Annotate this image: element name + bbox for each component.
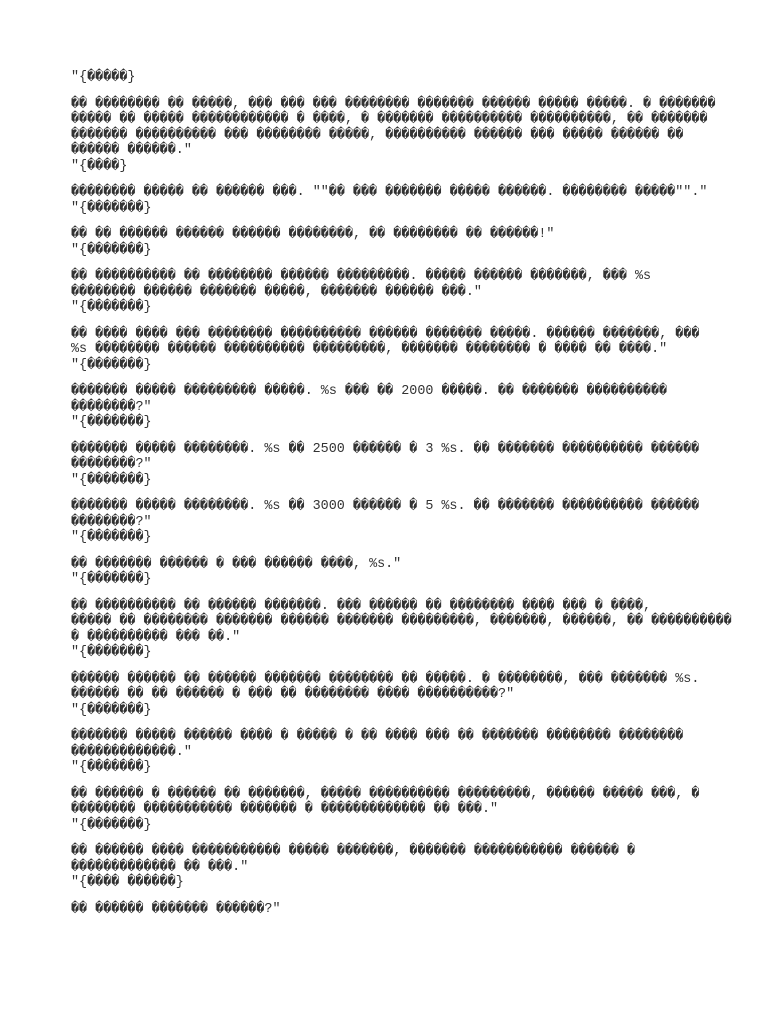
text-line: "{���� ������} (71, 875, 184, 890)
paragraph-gap (71, 546, 711, 557)
text-line: ������������� �� ���." (71, 859, 249, 875)
text-line: "{�������} (71, 242, 152, 258)
document-body (71, 70, 732, 917)
paragraph-gap (71, 833, 711, 844)
text-line: ������� ����� ��������� �����. %s ��� �� 2000 �����. �� ������� ���������� (71, 384, 668, 399)
text-line: �� ���������� �� ������ �������. ��� ������ �� �������� ���� ��� � ����, (71, 598, 652, 614)
text-line: ������� ����� ��������. %s �� 3000 ������ � 5 %s. �� ������� ���������� ������ (71, 499, 700, 514)
text-line: "{�������} (71, 572, 152, 587)
text-line: "{�������} (71, 530, 152, 545)
paragraph-gap (71, 776, 711, 787)
text-line: ������ ������." (71, 143, 192, 158)
text-line: �� �������� �� �����, ��� ��� ��� �������� ������� ������ ����� �����. � ������� (71, 96, 716, 112)
text-line: "{�������} (71, 472, 152, 488)
text-line: �� ������ ������� ������?" (71, 901, 281, 917)
text-line: �� ������� ������ � ��� ������ ����, %s." (71, 556, 402, 572)
text-line: ������� ����� ��������. %s �� 2500 ������ � 3 %s. �� ������� ���������� ������ (71, 441, 700, 457)
text-line: ������� ����� ������ ���� � ����� � �� ���� ��� �� ������� �������� �������� (71, 729, 684, 744)
text-line: �� �� ������ ������ ������ ��������, �� �������� �� ������!" (71, 227, 555, 242)
text-line: ������ ������ �� ������ ������� �������� �� �����. � ��������, ��� ������� %s. (71, 671, 700, 687)
text-line: �� ���� ���� ��� �������� ���������� ������ ������� �����. ������ �������, ��� (71, 326, 700, 342)
text-line: "{�������} (71, 702, 152, 718)
text-line: ������ �� �� ������ � ��� �� �������� ���� ����������?" (71, 687, 515, 702)
text-line: �������������." (71, 744, 192, 760)
paragraph-gap (71, 373, 711, 384)
text-line: �������� ����� �� ������ ���. ""�� ��� ������� ����� ������. �������� �����""." (71, 185, 708, 200)
text-line: "{�����} (71, 70, 136, 85)
text-line: ��������?" (71, 514, 152, 530)
paragraph-gap (71, 86, 711, 97)
text-line: ��������?" (71, 399, 152, 415)
text-line: �� ������ ���� ����������� ����� �������, ������� ����������� ������ � (71, 844, 636, 859)
text-line: "{�������} (71, 357, 152, 373)
paragraph-gap (71, 488, 711, 499)
paragraph-gap (71, 316, 711, 327)
paragraph-gap (71, 588, 711, 599)
text-line: �������� ������ ������� �����, ������� ������ ���." (71, 284, 482, 300)
text-line: �������� ����������� ������� � ������������� �� ���." (71, 802, 499, 817)
text-line: ��������?" (71, 457, 152, 472)
paragraph-gap (71, 216, 711, 227)
text-line: "{�������} (71, 645, 152, 660)
text-line: ����� �� �������� ������� ������ ������� ���������, �������, ������, �� ���������� (71, 614, 732, 629)
text-line: ����� �� ����� ������������ � ����, � ������� ���������� ����������, �� ������� (71, 112, 708, 127)
paragraph-gap (71, 661, 711, 672)
text-line: "{����} (71, 158, 128, 174)
text-line: �� ������ � ������ �� �������, ����� ���������� ���������, ������ ����� ���, � (71, 786, 700, 802)
text-line: "{�������} (71, 415, 152, 430)
paragraph-gap (71, 891, 711, 902)
paragraph-gap (71, 174, 711, 185)
text-line: �� ���������� �� �������� ������ ���������. ����� ������ �������, ��� %s (71, 269, 652, 284)
text-line: "{�������} (71, 200, 152, 216)
text-line: ������� ���������� ��� �������� �����, ���������� ������ ��� ����� ������ �� (71, 127, 684, 143)
paragraph-gap (71, 718, 711, 729)
text-line: "{�������} (71, 760, 152, 775)
text-line: "{�������} (71, 817, 152, 833)
paragraph-gap (71, 431, 711, 442)
paragraph-gap (71, 258, 711, 269)
text-line: "{�������} (71, 300, 152, 315)
text-line: � ���������� ��� ��." (71, 629, 241, 645)
text-line: %s �������� ������ ���������� ���������, ������� �������� � ���� �� ����." (71, 342, 668, 357)
